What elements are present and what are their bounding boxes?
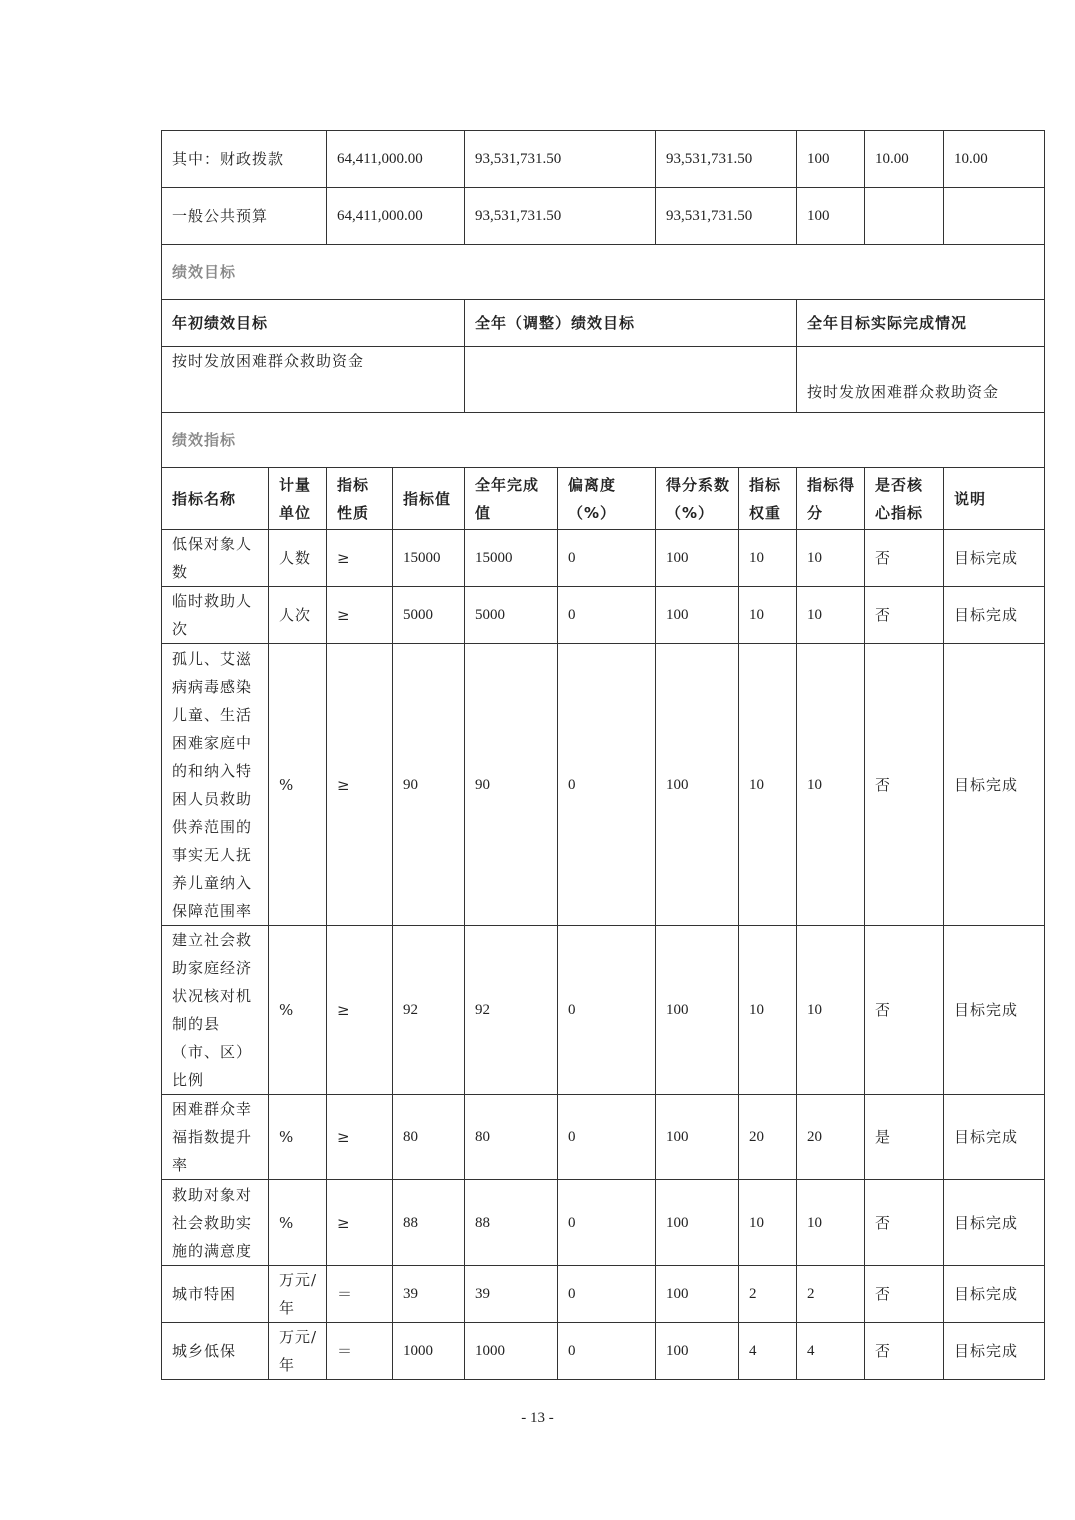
table-cell: 否 [865,1180,944,1266]
table-cell: 15000 [465,530,558,587]
table-cell: 1000 [393,1323,465,1380]
table-row [162,644,1045,926]
table-cell: 10 [797,644,865,926]
goals-value-row [162,347,1045,413]
table-cell: 10 [739,530,797,587]
table-row [162,1266,1045,1323]
table-cell: 10 [797,587,865,644]
table-cell: 人数 [269,530,327,587]
indicator-name: 困难群众幸福指数提升率 [162,1095,269,1180]
column-header: 指标权重 [739,468,797,530]
table-cell: 目标完成 [944,587,1045,644]
table-cell: 100 [656,1180,739,1266]
funding-row [162,188,1045,245]
table-cell: 15000 [393,530,465,587]
table-cell: 目标完成 [944,1180,1045,1266]
table-cell: 万元/年 [269,1323,327,1380]
table-cell: 目标完成 [944,1266,1045,1323]
table-cell: % [269,926,327,1095]
table-cell: 93,531,731.50 [465,188,656,245]
table-cell: % [269,1095,327,1180]
table-cell: 否 [865,1266,944,1323]
table-cell: 万元/年 [269,1266,327,1323]
table-cell: 否 [865,926,944,1095]
table-cell: 20 [739,1095,797,1180]
table-cell: 否 [865,644,944,926]
table-cell: 88 [393,1180,465,1266]
section-row [162,413,1045,468]
funding-label: 其中：财政拨款 [162,131,327,188]
section-title-goals: 绩效目标 [162,245,1045,300]
goals-header-row [162,300,1045,347]
table-cell: 1000 [465,1323,558,1380]
table-cell: 10 [797,1180,865,1266]
table-cell: 100 [656,1095,739,1180]
table-cell: ≥ [327,530,393,587]
table-cell [944,188,1045,245]
column-header: 指标名称 [162,468,269,530]
column-header: 全年完成值 [465,468,558,530]
table-cell: 39 [393,1266,465,1323]
goal-value: 按时发放困难群众救助资金 [162,347,465,413]
table-cell: 2 [797,1266,865,1323]
column-header: 得分系数（%） [656,468,739,530]
table-row [162,587,1045,644]
indicator-name: 城乡低保 [162,1323,269,1380]
performance-table [161,130,1045,1380]
column-header: 指标值 [393,468,465,530]
indicator-name: 低保对象人数 [162,530,269,587]
table-cell: 39 [465,1266,558,1323]
table-row [162,1323,1045,1380]
table-row [162,1180,1045,1266]
table-cell: 5000 [393,587,465,644]
table-cell: 0 [558,1095,656,1180]
table-cell: ＝ [327,1266,393,1323]
column-header: 计量单位 [269,468,327,530]
table-cell: 0 [558,1180,656,1266]
table-cell: 20 [797,1095,865,1180]
funding-row [162,131,1045,188]
indicator-name: 孤儿、艾滋病病毒感染儿童、生活困难家庭中的和纳入特困人员救助供养范围的事实无人抚养儿童纳入保障范围率 [162,644,269,926]
section-row [162,245,1045,300]
table-cell: 90 [393,644,465,926]
goal-value: 按时发放困难群众救助资金 [797,347,1045,413]
column-header: 全年（调整）绩效目标 [465,300,797,347]
table-cell: 10 [739,926,797,1095]
table-row [162,530,1045,587]
table-cell: ≥ [327,644,393,926]
table-cell: ≥ [327,1180,393,1266]
table-row [162,1095,1045,1180]
table-cell: 5000 [465,587,558,644]
table-cell: 目标完成 [944,926,1045,1095]
table-cell: 10 [739,587,797,644]
table-cell: 4 [797,1323,865,1380]
column-header: 说明 [944,468,1045,530]
table-cell: 0 [558,1323,656,1380]
table-cell: 2 [739,1266,797,1323]
table-cell: 0 [558,926,656,1095]
table-cell: 0 [558,530,656,587]
table-cell: 否 [865,530,944,587]
table-cell: 100 [656,530,739,587]
table-cell: ≥ [327,587,393,644]
table-cell: ＝ [327,1323,393,1380]
column-header: 年初绩效目标 [162,300,465,347]
table-cell: 否 [865,587,944,644]
indicator-name: 建立社会救助家庭经济状况核对机制的县（市、区）比例 [162,926,269,1095]
table-cell: 0 [558,587,656,644]
funding-label: 一般公共预算 [162,188,327,245]
table-cell: 93,531,731.50 [656,131,797,188]
table-cell: 100 [797,188,865,245]
indicator-name: 救助对象对社会救助实施的满意度 [162,1180,269,1266]
table-cell: 90 [465,644,558,926]
table-cell: ≥ [327,1095,393,1180]
table-cell: % [269,644,327,926]
indicator-header-row [162,468,1045,530]
table-cell: 4 [739,1323,797,1380]
column-header: 全年目标实际完成情况 [797,300,1045,347]
table-cell [865,188,944,245]
page-number: - 13 - [521,1410,554,1426]
table-cell: 93,531,731.50 [656,188,797,245]
table-cell: 0 [558,1266,656,1323]
goal-value [465,347,797,413]
column-header: 指标性质 [327,468,393,530]
table-cell: ≥ [327,926,393,1095]
table-cell: 100 [656,1323,739,1380]
table-cell: 64,411,000.00 [327,131,465,188]
table-cell: 否 [865,1323,944,1380]
table-cell: 10 [739,1180,797,1266]
table-cell: 100 [656,1266,739,1323]
table-cell: 10.00 [944,131,1045,188]
table-cell: % [269,1180,327,1266]
table-cell: 人次 [269,587,327,644]
table-cell: 目标完成 [944,1323,1045,1380]
table-cell: 10 [797,926,865,1095]
table-cell: 93,531,731.50 [465,131,656,188]
table-cell: 92 [393,926,465,1095]
table-cell: 10 [797,530,865,587]
indicator-name: 城市特困 [162,1266,269,1323]
table-cell: 0 [558,644,656,926]
table-cell: 目标完成 [944,530,1045,587]
table-cell: 10.00 [865,131,944,188]
table-cell: 64,411,000.00 [327,188,465,245]
table-row [162,926,1045,1095]
table-cell: 是 [865,1095,944,1180]
indicator-name: 临时救助人次 [162,587,269,644]
table-cell: 100 [797,131,865,188]
table-cell: 目标完成 [944,1095,1045,1180]
table-cell: 目标完成 [944,644,1045,926]
table-cell: 100 [656,926,739,1095]
table-cell: 92 [465,926,558,1095]
table-cell: 10 [739,644,797,926]
column-header: 偏离度（%） [558,468,656,530]
column-header: 指标得分 [797,468,865,530]
table-cell: 88 [465,1180,558,1266]
column-header: 是否核心指标 [865,468,944,530]
table-cell: 100 [656,644,739,926]
table-cell: 80 [393,1095,465,1180]
table-cell: 100 [656,587,739,644]
section-title-indicators: 绩效指标 [162,413,1045,468]
table-cell: 80 [465,1095,558,1180]
